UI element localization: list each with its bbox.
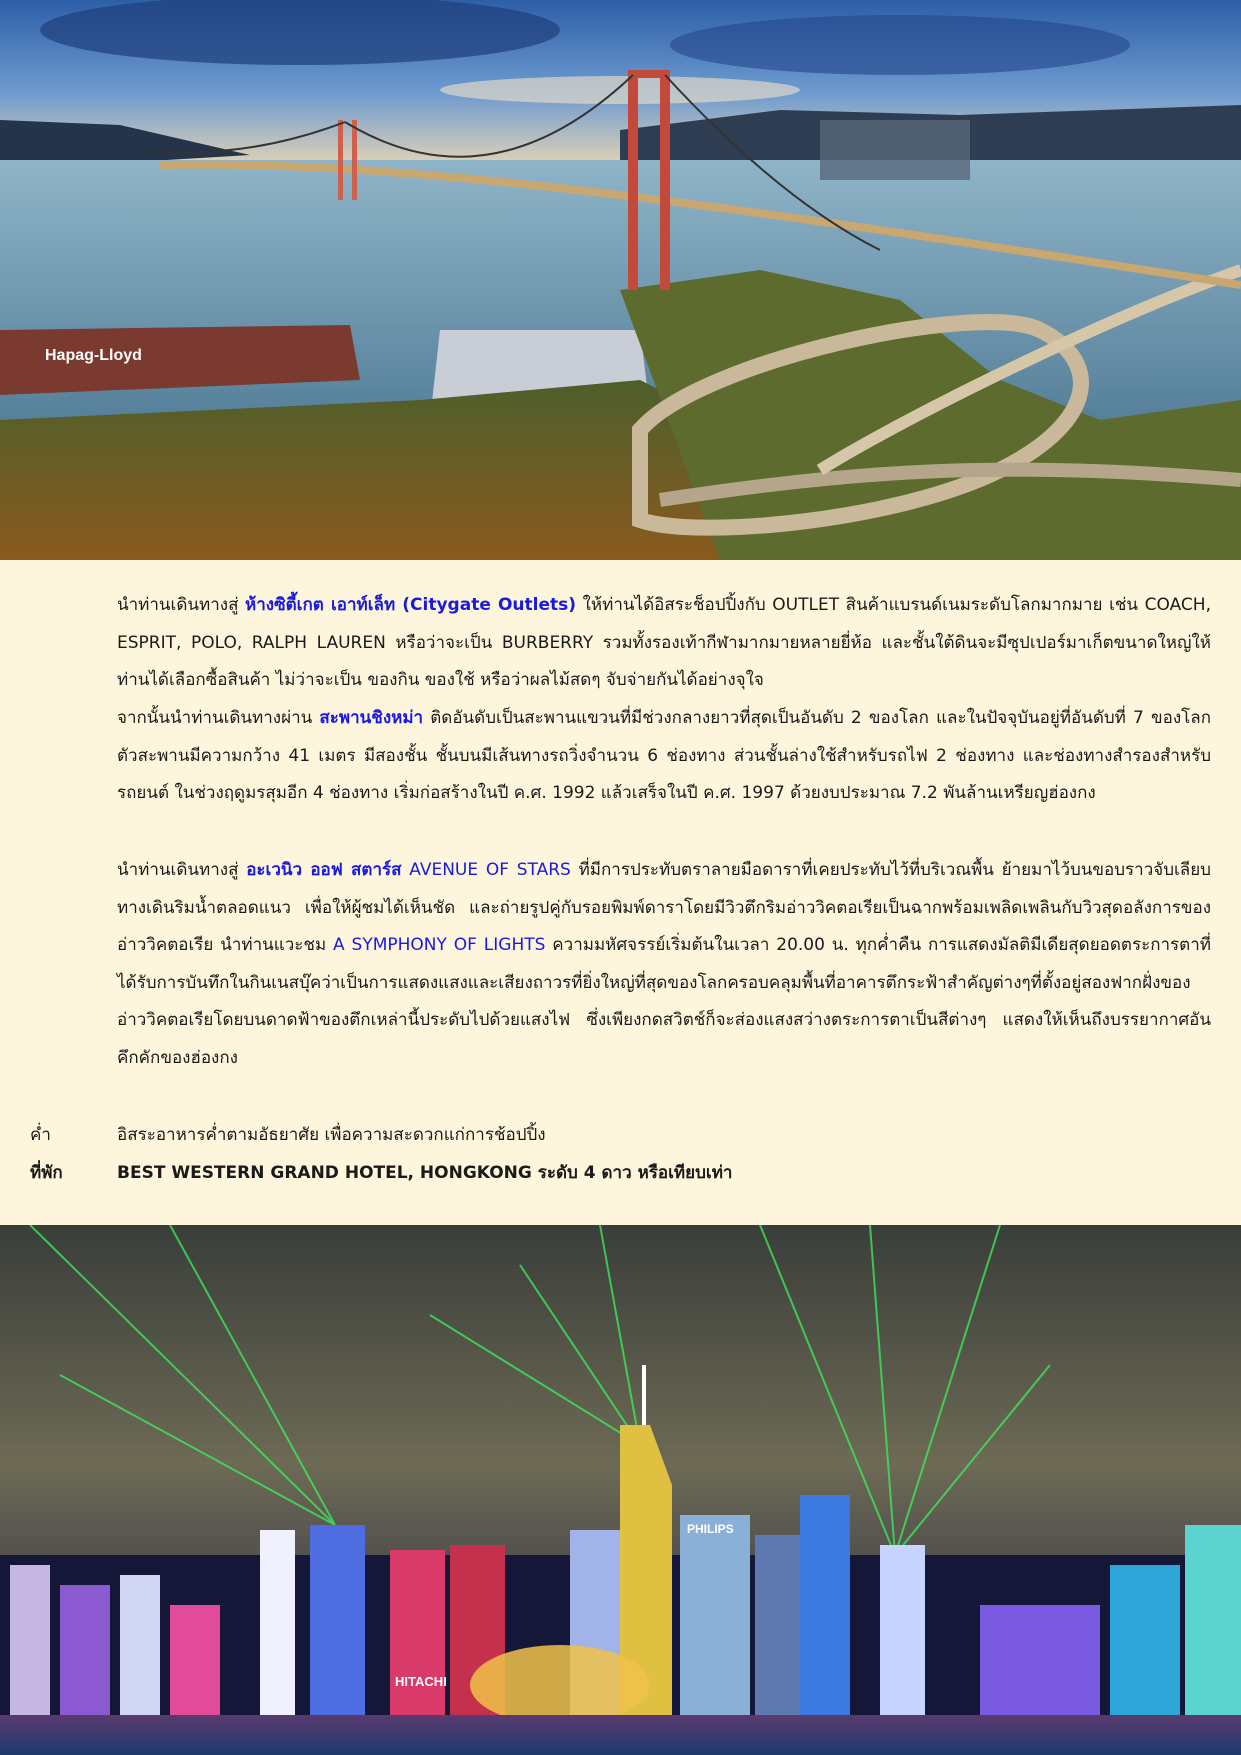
p2-pre: จากนั้นนำท่านเดินทางผ่าน	[117, 708, 320, 728]
p1-post: ให้ท่านได้อิสระช็อปปิ้งกับ OUTLET สินค้าแบรนด์เนมระดับโลกมากมาย เช่น COACH, ESPRIT, POLO, RALPH LAUREN หรือว่าจะเป็น BURBERRY รวมทั้งรองเท้ากีฬามากมายหลายยี่ห้อ และชั้นใต้ดินจะมีซุปเปอร์มาเก็ตขนาดใหญ่ให้ท่านได้เลือกซื้อสินค้า ไม่ว่าจะเป็น ของกิน ของใช้ หรือว่าผลไม้สดๆ จับจ่ายกันได้อย่างจุใจ	[117, 595, 1211, 690]
symphony-highlight: A SYMPHONY OF LIGHTS	[333, 935, 546, 955]
symphony-of-lights-photo	[0, 1225, 1241, 1755]
hitachi-sign: HITACHI	[395, 1674, 447, 1689]
bridge-photo	[0, 0, 1241, 560]
avenue-stars-paragraph	[117, 852, 1211, 1077]
p3-pre: นำท่านเดินทางสู่	[117, 860, 247, 880]
philips-sign: PHILIPS	[687, 1522, 734, 1536]
avenue-stars-highlight: อะเวนิว ออฟ สตาร์ส	[246, 860, 402, 880]
citygate-highlight: ห้างซิตี้เกต เอาท์เล็ท (Citygate Outlets)	[245, 595, 577, 615]
p2-post: ติดอันดับเป็นสะพานแขวนที่มีช่วงกลางยาวที่สุดเป็นอันดับ 2 ของโลก และในปัจจุบันอยู่ที่อันดับที่ 7 ของโลก ตัวสะพานมีความกว้าง 41 เมตร มีสองชั้น ชั้นบนมีเส้นทางรถวิ่งจำนวน 6 ช่องทาง ส่วนชั้นล่างใช้สำหรับรถไฟ 2 ช่องทาง และช่องทางสำรองสำหรับรถยนต์ ในช่วงฤดูมรสุมอีก 4 ช่องทาง เริ่มก่อสร้างในปี ค.ศ. 1992 แล้วเสร็จในปี ค.ศ. 1997 ด้วยงบประมาณ 7.2 พันล้านเหรียญฮ่องกง	[117, 708, 1211, 803]
itinerary-text	[0, 560, 1241, 1225]
p3-mid: ที่มีการประทับตราลายมือดาราที่เคยประทับไว้ที่บริเวณพื้น ย้ายมาไว้บนขอบราวจับเลียบทางเดินริมน้ำตลอดแนว เพื่อให้ผู้ชมได้เห็นชัด และถ่ายรูปคู่กับรอยพิมพ์ดาราโดยมีวิวตึกริมอ่าววิคตอเรียเป็นฉากพร้อมเพลิดเพลินกับวิวสุดอลังการของอ่าววิคตอเรีย นำท่านแวะชม	[117, 860, 1211, 955]
avenue-stars-en: AVENUE OF STARS	[401, 860, 571, 880]
dinner-label: ค่ำ	[30, 1125, 51, 1145]
ship-label: Hapag-Lloyd	[45, 347, 142, 364]
tsingma-highlight: สะพานชิงหม่า	[319, 708, 424, 728]
hotel-label: ที่พัก	[30, 1163, 63, 1183]
dinner-value: อิสระอาหารค่ำตามอัธยาศัย เพื่อความสะดวกแก่การช้อปปิ้ง	[117, 1125, 546, 1145]
p3-post: ความมหัศจรรย์เริ่มต้นในเวลา 20.00 น. ทุกค่ำคืน การแสดงมัลติมีเดียสุดยอดตระการตาที่ได้รับการบันทึกในกินเนสบุ๊คว่าเป็นการแสดงแสงและเสียงถาวรที่ยิ่งใหญ่ที่สุดของโลกครอบคลุมพื้นที่อาคารตึกระฟ้าสำคัญต่างๆที่ตั้งอยู่สองฟากฝั่งของอ่าววิคตอเรียโดยบนดาดฟ้าของตึกเหล่านี้ประดับไปด้วยแสงไฟ ซึ่งเพียงกดสวิตช์ก็จะส่องแสงสว่างตระการตาเป็นสีต่างๆ แสดงให้เห็นถึงบรรยากาศอันคึกคักของฮ่องกง	[117, 935, 1211, 1068]
hotel-value: BEST WESTERN GRAND HOTEL, HONGKONG ระดับ 4 ดาว หรือเทียบเท่า	[117, 1163, 733, 1183]
tsingma-paragraph	[117, 700, 1211, 813]
citygate-paragraph	[117, 587, 1211, 700]
p1-pre: นำท่านเดินทางสู่	[117, 595, 246, 615]
